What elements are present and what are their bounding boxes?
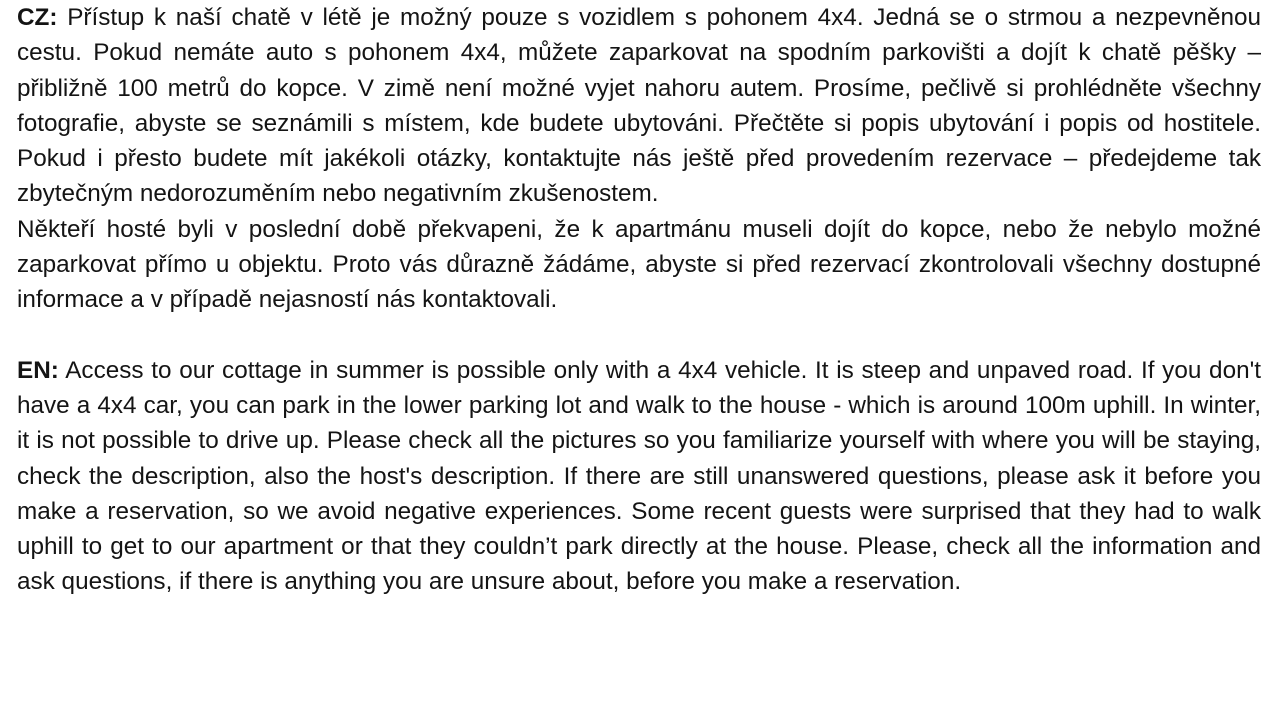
cz-language-label: CZ: [17,4,58,31]
cz-paragraph-2: Někteří hosté byli v poslední době překvapeni, že k apartmánu museli dojít do kopce, nebo že nebylo možné zaparkovat přímo u objektu. Proto vás důrazně žádáme, abyste si před rezervací zkontrolovali všechny dostupné informace a v případě nejasností nás kontaktovali. [17,215,1261,314]
cz-paragraph-1 [17,0,1261,212]
notice-document [17,0,1261,600]
en-language-label: EN: [17,356,59,384]
section-spacer [17,318,1261,353]
en-paragraph-text: Access to our cottage in summer is possible only with a 4x4 vehicle. It is steep and unpaved road. If you don't have a 4x4 car, you can park in the lower parking lot and walk to the house - which is around 100m uphill. In winter, it is not possible to drive up. Please check all the pictures so you familiarize yourself with where you will be staying, check the description, also the host's description. If there are still unanswered questions, please ask it before you make a reservation, so we avoid negative experiences. Some recent guests were surprised that they had to walk uphill to get to our apartment or that they couldn’t park directly at the house. Please, check all the information and ask questions, if there is anything you are unsure about, before you make a reservation. [17,356,1261,596]
en-paragraph [17,353,1261,600]
cz-paragraph-1-text: Přístup k naší chatě v létě je možný pouze s vozidlem s pohonem 4x4. Jedná se o strmou a nezpevněnou cestu. Pokud nemáte auto s pohonem 4x4, můžete zaparkovat na spodním parkovišti a dojít k chatě pěšky – přibližně 100 metrů do kopce. V zimě není možné vyjet nahoru autem. Prosíme, pečlivě si prohlédněte všechny fotografie, abyste se seznámili s místem, kde budete ubytováni. Přečtěte si popis ubytování i popis od hostitele. Pokud i přesto budete mít jakékoli otázky, kontaktujte nás ještě před provedením rezervace – předejdeme tak zbytečným nedorozuměním nebo negativním zkušenostem. [17,4,1261,208]
